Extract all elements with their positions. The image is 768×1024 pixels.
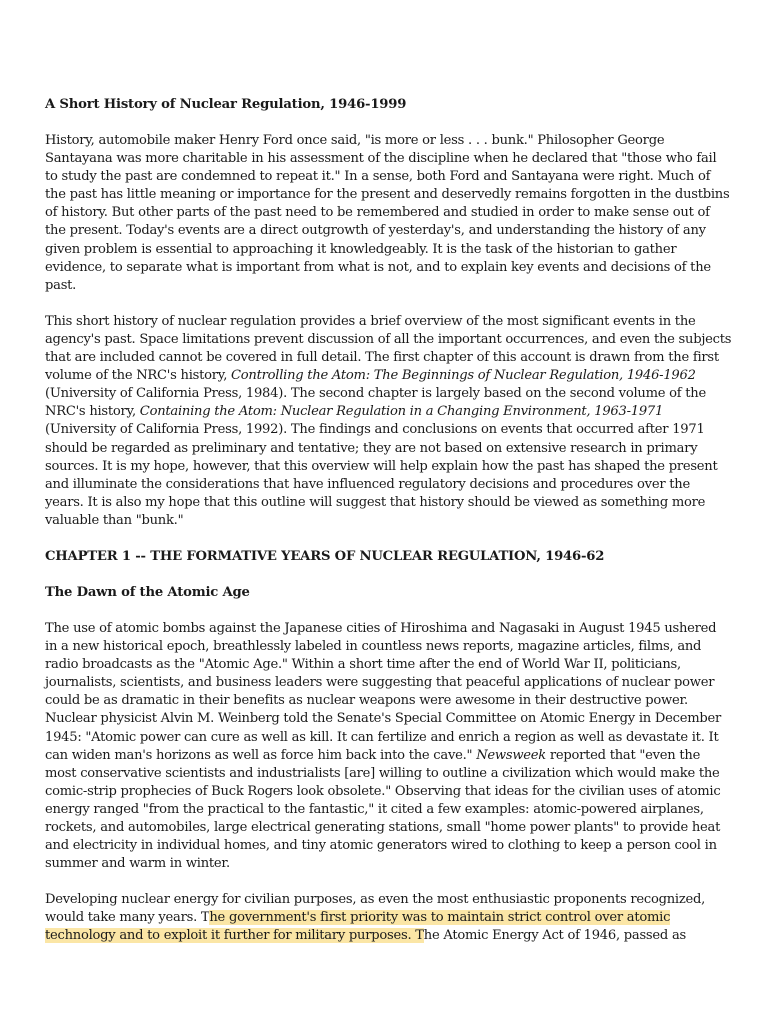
section-paragraph-2	[45, 891, 732, 945]
intro-paragraph-2-text-2: (University of California Press, 1984). The second chapter is largely based on the second volume of the NRC's history,	[45, 386, 706, 420]
section-paragraph-2-text-1: Developing nuclear energy for civilian purposes, as even the most enthusiastic proponents recognized, would take many years. T	[45, 892, 706, 926]
intro-paragraph-2-text-1: This short history of nuclear regulation provides a brief overview of the most significant events in the agency's past. Space limitations prevent discussion of all the important occurrences, and even the subjects that are included cannot be covered in full detail. The first chapter of this account is drawn from the first volume of the NRC's history,	[45, 313, 732, 384]
book-title-controlling-the-atom: Controlling the Atom: The Beginnings of Nuclear Regulation, 1946-1962	[231, 368, 696, 384]
section-paragraph-2-text-2: he Atomic Energy Act of 1946, passed as	[423, 928, 686, 944]
publication-newsweek: Newsweek	[476, 747, 546, 763]
document-title: A Short History of Nuclear Regulation, 1946-1999	[45, 97, 407, 112]
chapter-1-title: CHAPTER 1 -- THE FORMATIVE YEARS OF NUCLEAR REGULATION, 1946-62	[45, 548, 605, 564]
intro-paragraph-2	[45, 313, 732, 530]
highlighted-text: he government's first priority was to maintain strict control over atomic technology and to exploit it further for military purposes. T	[45, 910, 671, 944]
section-paragraph-1	[45, 620, 732, 873]
section-title: The Dawn of the Atomic Age	[45, 584, 250, 600]
section-paragraph-1-text-1: The use of atomic bombs against the Japanese cities of Hiroshima and Nagasaki in August 1945 ushered in a new historical epoch, breathlessly labeled in countless news reports, magazine articles, films, and radio broadcasts as the "Atomic Age." Within a short time after the end of World War II, politicians, journalists, scientists, and business leaders were suggesting that peaceful applications of nuclear power could be as dramatic in their benefits as nuclear weapons were awesome in their destructive power. Nuclear physicist Alvin M. Weinberg told the Senate's Special Committee on Atomic Energy in December 1945: "Atomic power can cure as well as kill. It can fertilize and enrich a region as well as devastate it. It can widen man's horizons as well as force him back into the cave."	[45, 620, 722, 763]
intro-paragraph-1: History, automobile maker Henry Ford once said, "is more or less . . . bunk." Philosopher George Santayana was more charitable in his assessment of the discipline when he declared that "those who fail to study the past are condemned to repeat it." In a sense, both Ford and Santayana were right. Much of the past has little meaning or importance for the present and deservedly remains forgotten in the dustbins of history. But other parts of the past need to be remembered and studied in order to make sense out of the present. Today's events are a direct outgrowth of yesterday's, and understanding the history of any given problem is essential to approaching it knowledgeably. It is the task of the historian to gather evidence, to separate what is important from what is not, and to explain key events and decisions of the past.	[45, 133, 730, 293]
intro-paragraph-2-text-3: (University of California Press, 1992). The findings and conclusions on events that occurred after 1971 should be regarded as preliminary and tentative; they are not based on extensive research in primary sources. It is my hope, however, that this overview will help explain how the past has shaped the present and illuminate the considerations that have influenced regulatory decisions and procedures over the years. It is also my hope that this outline will suggest that history should be viewed as something more valuable than "bunk."	[45, 422, 718, 528]
book-title-containing-the-atom: Containing the Atom: Nuclear Regulation in a Changing Environment, 1963-1971	[139, 404, 664, 420]
section-paragraph-1-text-2: reported that "even the most conservative scientists and industrialists [are] willing to outline a civilization which would make the comic-strip prophecies of Buck Rogers look obsolete." Observing that ideas for the civilian uses of atomic energy ranged "from the practical to the fantastic," it cited a few examples: atomic-powered airplanes, rockets, and automobiles, large electrical generating stations, small "home power plants" to provide heat and electricity in individual homes, and tiny atomic generators wired to clothing to keep a person cool in summer and warm in winter.	[45, 747, 721, 872]
